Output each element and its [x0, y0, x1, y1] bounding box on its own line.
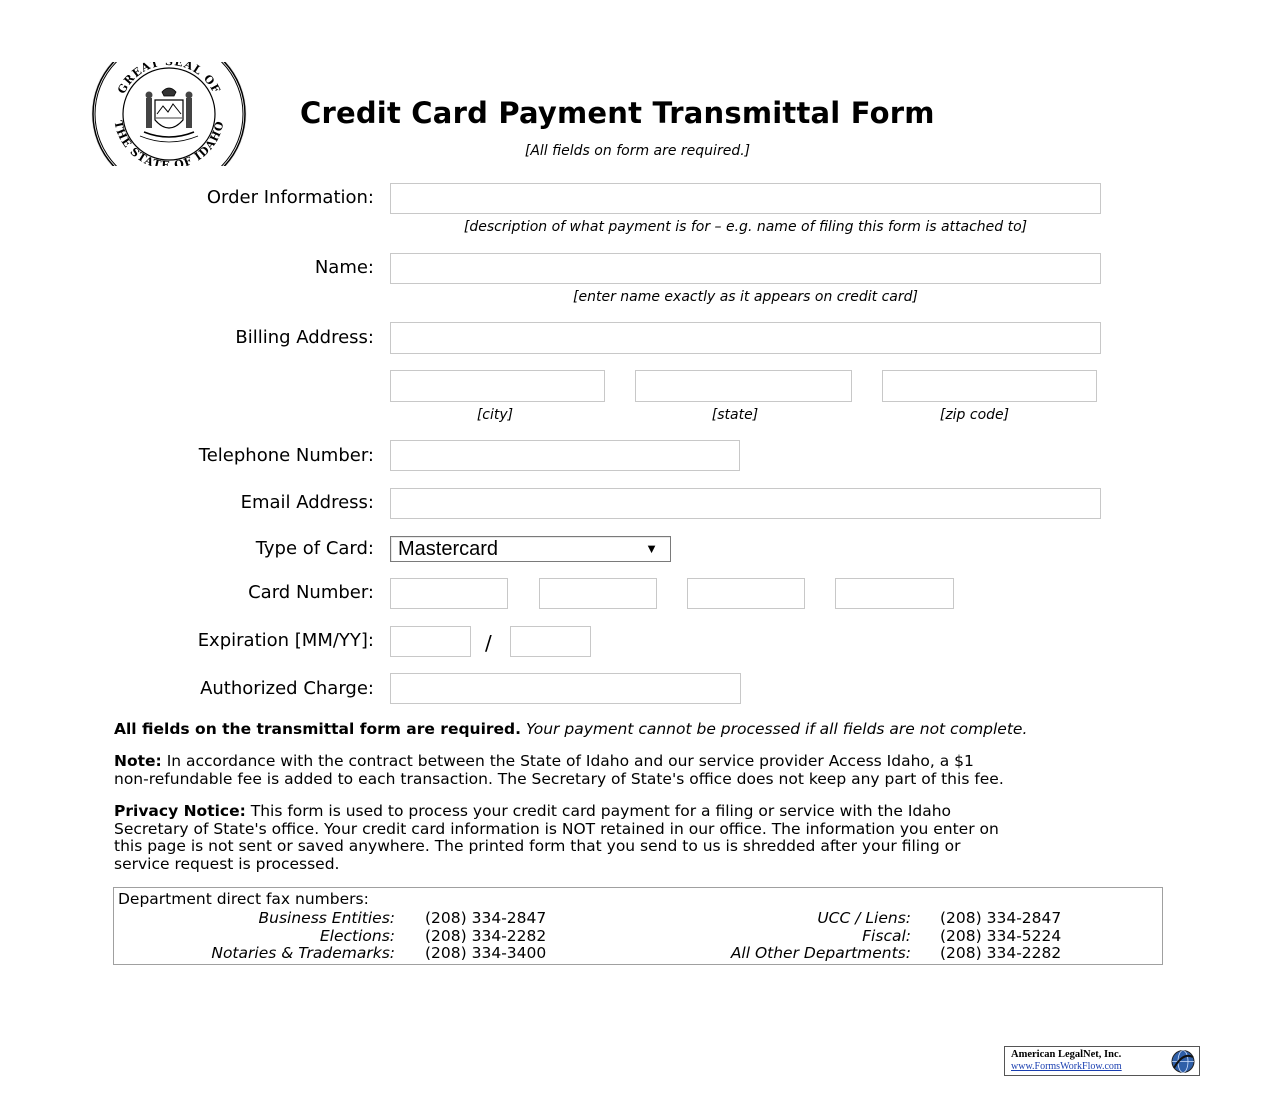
state-seal-icon [90, 62, 248, 166]
city-hint: [city] [476, 407, 514, 423]
fax-dept-number: (208) 334-3400 [425, 944, 547, 962]
fax-dept-name: Elections: [319, 927, 395, 945]
required-fields-italic: Your payment cannot be processed if all fields are not complete. [525, 720, 1028, 738]
globe-icon [1170, 1049, 1196, 1074]
order-information-hint: [description of what payment is for – e.g. name of filing this form is attached to] [463, 219, 1028, 235]
card-type-select[interactable] [390, 536, 671, 562]
note-heading: Note: [114, 752, 162, 770]
billing-state-input[interactable] [635, 370, 852, 402]
privacy-heading: Privacy Notice: [114, 802, 246, 820]
zip-code-hint: [zip code] [939, 407, 1010, 423]
name-hint: [enter name exactly as it appears on credit card] [573, 289, 918, 305]
card-number-part-1-input[interactable] [390, 578, 508, 609]
fax-dept-number: (208) 334-2847 [940, 909, 1062, 927]
svg-text:GREAT SEAL OF: GREAT EAL OF [115, 62, 223, 96]
logo-url-link[interactable]: www.FormsWorkFlow.com [1011, 1061, 1122, 1072]
expiration-year-input[interactable] [510, 626, 591, 657]
privacy-line-1: This form is used to process your credit card payment for a filing or service with the Idaho [250, 802, 952, 820]
order-information-label: Order Information: [206, 187, 374, 208]
card-type-label: Type of Card: [255, 538, 374, 559]
fax-dept-number: (208) 334-2282 [425, 927, 547, 945]
privacy-notice [114, 803, 1174, 873]
telephone-number-input[interactable] [390, 440, 740, 471]
expiration-month-input[interactable] [390, 626, 471, 657]
name-label: Name: [314, 257, 374, 278]
required-fields-notice [114, 721, 1174, 739]
name-input[interactable] [390, 253, 1101, 284]
order-information-input[interactable] [390, 183, 1101, 214]
billing-street-input[interactable] [390, 322, 1101, 354]
telephone-number-label: Telephone Number: [198, 445, 374, 466]
fax-dept-name: Fiscal: [862, 927, 911, 945]
privacy-line-3: this page is not sent or saved anywhere. The printed form that you send to us is shredded after your filing or [114, 837, 961, 855]
note-line-1: In accordance with the contract between the State of Idaho and our service provider Access Idaho, a $1 [166, 752, 974, 770]
chevron-down-icon[interactable]: ▼ [645, 541, 658, 556]
american-legalnet-logo [1004, 1046, 1200, 1076]
fax-dept-name: All Other Departments: [730, 944, 911, 962]
fax-dept-number: (208) 334-2847 [425, 909, 547, 927]
required-fields-bold: All fields on the transmittal form are required. [114, 720, 522, 738]
fax-dept-name: UCC / Liens: [817, 909, 911, 927]
billing-city-input[interactable] [390, 370, 605, 402]
privacy-line-2: Secretary of State's office. Your credit card information is NOT retained in our office. The information you enter on [114, 819, 999, 838]
privacy-line-4: service request is processed. [114, 854, 340, 873]
email-address-label: Email Address: [240, 492, 374, 513]
card-number-label: Card Number: [248, 582, 374, 603]
fax-numbers-title: Department direct fax numbers: [118, 890, 369, 908]
svg-text:THE STATE OF IDAHO: THE STATE OF IDAHO [111, 119, 227, 166]
card-number-part-4-input[interactable] [835, 578, 954, 609]
fax-dept-name: Notaries & Trademarks: [211, 944, 395, 962]
card-type-selected-value: Mastercard [398, 538, 499, 560]
billing-zip-input[interactable] [882, 370, 1097, 402]
fax-dept-number: (208) 334-2282 [940, 944, 1062, 962]
required-note: [All fields on form are required.] [524, 143, 751, 159]
fee-note [114, 753, 1174, 788]
email-address-input[interactable] [390, 488, 1101, 519]
fax-dept-name: Business Entities: [258, 909, 395, 927]
state-hint: [state] [711, 407, 759, 423]
expiration-label: Expiration [MM/YY]: [197, 630, 374, 651]
fax-dept-number: (208) 334-5224 [940, 927, 1062, 945]
authorized-charge-label: Authorized Charge: [200, 678, 374, 699]
page-title: Credit Card Payment Transmittal Form [300, 96, 935, 130]
expiration-separator: / [485, 631, 492, 655]
card-number-part-2-input[interactable] [539, 578, 657, 609]
billing-address-label: Billing Address: [235, 327, 374, 348]
card-number-part-3-input[interactable] [687, 578, 805, 609]
logo-company-name: American LegalNet, Inc. [1011, 1049, 1122, 1060]
authorized-charge-input[interactable] [390, 673, 741, 704]
note-line-2: non-refundable fee is added to each transaction. The Secretary of State's office does not keep any part of this fee. [114, 769, 1004, 788]
